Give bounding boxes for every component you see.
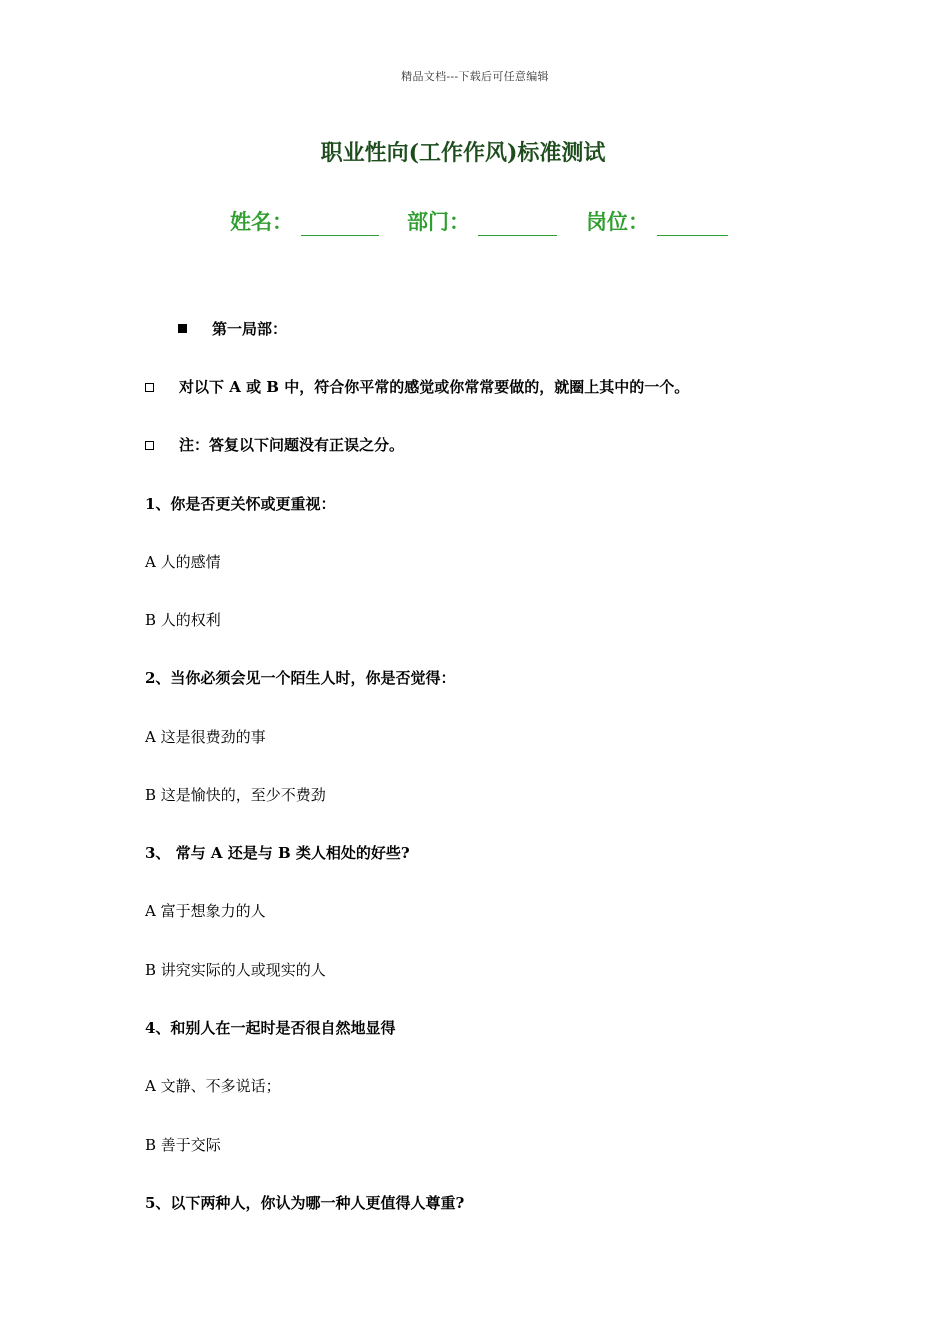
instruction-text: 对以下 A 或 B 中，符合你平常的感觉或你常常要做的，就圈上其中的一个。 <box>179 378 690 396</box>
filled-square-bullet-icon <box>178 324 187 333</box>
question-4-option-a[interactable]: A 文静、不多说话； <box>145 1077 281 1095</box>
name-blank-line[interactable] <box>301 213 379 236</box>
name-label: 姓名： <box>230 209 293 234</box>
section-label: 第一局部： <box>212 320 288 338</box>
question-3: 3、 常与 A 还是与 B 类人相处的好些? <box>145 844 410 862</box>
question-3-option-a[interactable]: A 富于想象力的人 <box>145 902 266 920</box>
info-row <box>230 206 728 236</box>
instruction-2 <box>145 435 404 455</box>
question-2-option-a[interactable]: A 这是很费劲的事 <box>145 728 266 746</box>
question-1-option-a[interactable]: A 人的感情 <box>145 553 221 571</box>
question-4: 4、和别人在一起时是否很自然地显得 <box>145 1019 396 1037</box>
name-field[interactable] <box>230 206 379 236</box>
department-field[interactable] <box>407 206 557 236</box>
question-1: 1、你是否更关怀或更重视： <box>145 495 336 513</box>
position-field[interactable] <box>586 206 728 236</box>
section-heading <box>178 318 287 339</box>
hollow-square-bullet-icon <box>145 441 154 450</box>
document-title: 职业性向(工作作风)标准测试 <box>320 140 606 166</box>
question-1-option-b[interactable]: B 人的权利 <box>145 611 221 629</box>
department-label: 部门： <box>407 209 470 234</box>
question-3-option-b[interactable]: B 讲究实际的人或现实的人 <box>145 961 326 979</box>
position-label: 岗位： <box>586 209 649 234</box>
hollow-square-bullet-icon <box>145 383 154 392</box>
question-2-option-b[interactable]: B 这是愉快的，至少不费劲 <box>145 786 326 804</box>
question-5: 5、以下两种人，你认为哪一种人更值得人尊重? <box>145 1194 465 1212</box>
question-2: 2、当你必须会见一个陌生人时，你是否觉得： <box>145 669 456 687</box>
department-blank-line[interactable] <box>478 213 557 236</box>
instruction-text: 注：答复以下问题没有正误之分。 <box>179 436 405 454</box>
question-4-option-b[interactable]: B 善于交际 <box>145 1136 221 1154</box>
page-header: 精品文档---下载后可任意编辑 <box>401 70 549 83</box>
instruction-1 <box>145 377 689 397</box>
position-blank-line[interactable] <box>657 213 728 236</box>
